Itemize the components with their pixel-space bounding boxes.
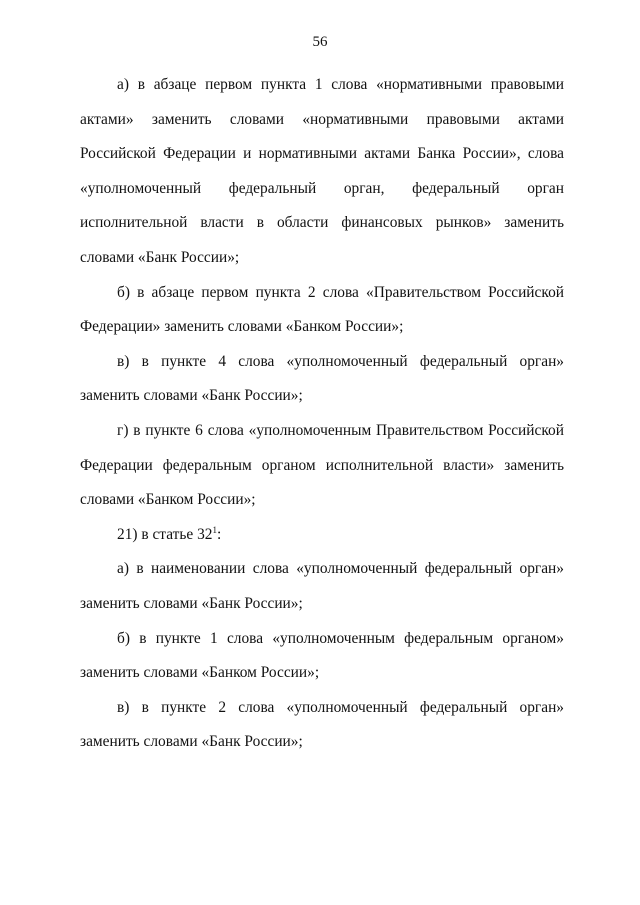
document-body (80, 68, 564, 760)
sub-paragraph-b: б) в пункте 1 слова «уполномоченным федеральным органом» заменить словами «Банком России»; (80, 629, 564, 682)
article-item-superscript: 1 (212, 524, 217, 535)
sub-paragraph-v: в) в пункте 2 слова «уполномоченный федеральный орган» заменить словами «Банк России»; (80, 698, 564, 751)
article-item-prefix: 21) в статье 32 (117, 525, 213, 543)
paragraph-b: б) в абзаце первом пункта 2 слова «Правительством Российской Федерации» заменить словами «Банком России»; (80, 283, 564, 336)
paragraph-g: г) в пункте 6 слова «уполномоченным Правительством Российской Федерации федеральным органом исполнительной власти» заменить словами «Банком России»; (80, 421, 564, 509)
article-item-heading (80, 518, 564, 553)
paragraph-v: в) в пункте 4 слова «уполномоченный федеральный орган» заменить словами «Банк России»; (80, 352, 564, 405)
sub-paragraph-a: а) в наименовании слова «уполномоченный федеральный орган» заменить словами «Банк России»; (80, 560, 564, 612)
page-number: 56 (312, 34, 328, 50)
article-item-suffix: : (216, 525, 222, 543)
paragraph-a: а) в абзаце первом пункта 1 слова «нормативными правовыми актами» заменить словами «нормативными правовыми актами Российской Федерации и нормативными актами Банка России», слова «уполномоченный федеральный орган, федеральный орган исполнительной власти в области финансовых рынков» заменить словами «Банк России»; (80, 76, 564, 266)
